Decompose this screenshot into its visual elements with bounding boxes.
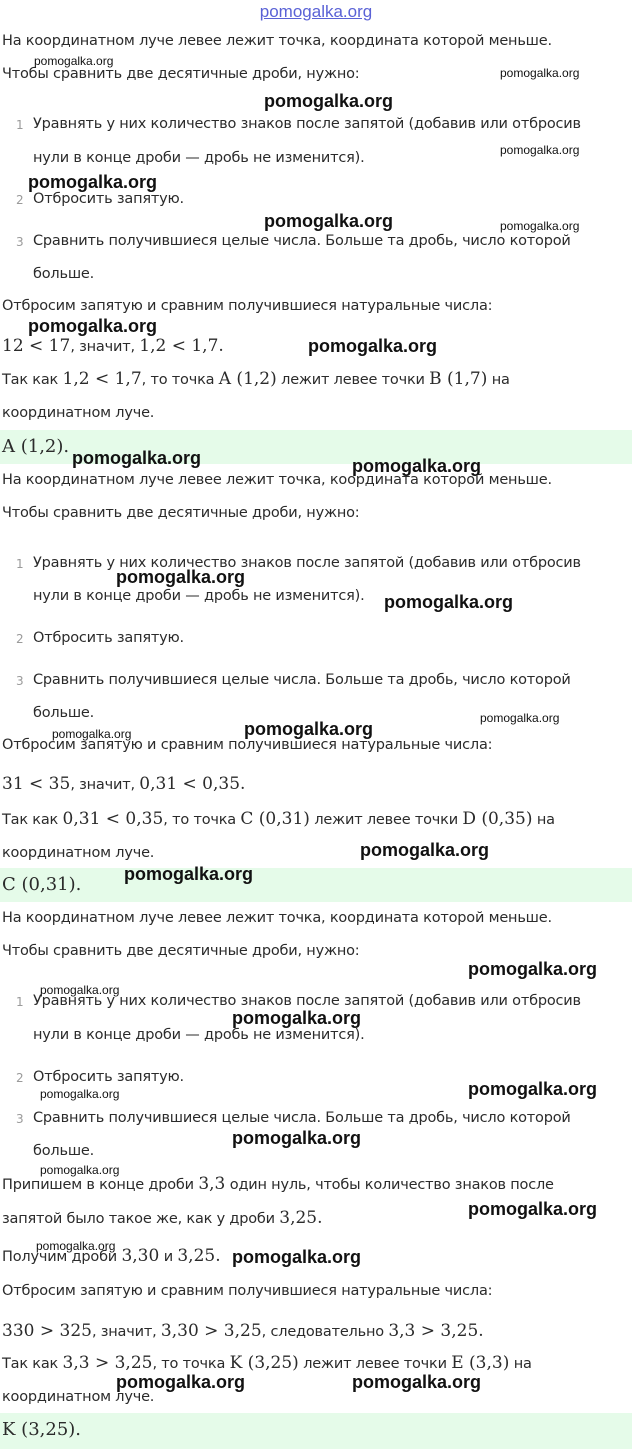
watermark-text: pomogalka.org [468,959,598,979]
append-zero-line: Припишем в конце дроби 3,3 один нуль, чтобы количество знаков после [2,1174,554,1194]
step-2-text: Отбросить запятую. [33,1069,184,1085]
answer-box [0,868,632,902]
watermark-text: pomogalka.org [40,983,120,997]
watermark-text: pomogalka.org [116,567,246,587]
step-number: 2 [16,632,24,646]
answer-box [0,1413,632,1449]
conclusion-line: Так как 0,31 < 0,35, то точка C (0,31) лежит левее точки D (0,35) на [2,809,555,829]
lead-text: На координатном луче левее лежит точка, координата которой меньше. [2,33,552,49]
watermark-text: pomogalka.org [500,143,580,157]
watermark-text: pomogalka.org [384,592,514,612]
step-number: 3 [16,1112,24,1126]
answer-text: A (1,2). [2,436,70,457]
how-text: Чтобы сравнить две десятичные дроби, нужно: [2,505,360,521]
step-number: 1 [16,118,24,132]
watermark-text: pomogalka.org [244,719,374,739]
step-1-line-b: нули в конце дроби — дробь не изменится). [33,1027,365,1043]
watermark-header-link[interactable]: pomogalka.org [259,2,373,21]
watermark-text: pomogalka.org [480,711,560,725]
lead-text: На координатном луче левее лежит точка, координата которой меньше. [2,910,552,926]
step-number: 3 [16,235,24,249]
answer-text: K (3,25). [2,1419,82,1440]
step-3-line-a: Сравнить получившиеся целые числа. Больше та дробь, число которой [33,233,571,249]
watermark-text: pomogalka.org [72,448,202,468]
how-text: Чтобы сравнить две десятичные дроби, нужно: [2,66,360,82]
watermark-text: pomogalka.org [264,91,394,111]
drop-comma-text: Отбросим запятую и сравним получившиеся натуральные числа: [2,298,493,314]
step-1-line-b: нули в конце дроби — дробь не изменится). [33,588,365,604]
watermark-text: pomogalka.org [232,1008,362,1028]
conclusion-line: Так как 1,2 < 1,7, то точка A (1,2) лежит левее точки B (1,7) на [2,369,510,389]
watermark-text: pomogalka.org [52,727,132,741]
conclusion-line-end: координатном луче. [2,845,155,861]
watermark-text: pomogalka.org [40,1087,120,1101]
step-1-line-a: Уравнять у них количество знаков после запятой (добавив или отбросив [33,116,581,132]
watermark-text: pomogalka.org [352,456,482,476]
lead-text: На координатном луче левее лежит точка, координата которой меньше. [2,472,552,488]
watermark-text: pomogalka.org [116,1372,246,1392]
step-1-line-a: Уравнять у них количество знаков после запятой (добавив или отбросив [33,993,581,1009]
watermark-text: pomogalka.org [34,54,114,68]
drop-comma-text: Отбросим запятую и сравним получившиеся натуральные числа: [2,1283,493,1299]
comparison-line: 31 < 35, значит, 0,31 < 0,35. [2,774,246,794]
step-1-line-b: нули в конце дроби — дробь не изменится). [33,150,365,166]
step-3-line-b: больше. [33,1143,95,1159]
conclusion-line-end: координатном луче. [2,1389,155,1405]
watermark-text: pomogalka.org [28,172,158,192]
got-fractions-line: Получим дроби 3,30 и 3,25. [2,1246,221,1266]
conclusion-line: Так как 3,3 > 3,25, то точка K (3,25) лежит левее точки E (3,3) на [2,1353,532,1373]
watermark-text: pomogalka.org [468,1199,598,1219]
watermark-text: pomogalka.org [124,864,254,884]
step-3-line-b: больше. [33,266,95,282]
step-number: 1 [16,995,24,1009]
how-text: Чтобы сравнить две десятичные дроби, нужно: [2,943,360,959]
answer-text: C (0,31). [2,874,82,895]
watermark-text: pomogalka.org [500,219,580,233]
watermark-text: pomogalka.org [40,1163,120,1177]
watermark-text: pomogalka.org [36,1239,116,1253]
step-number: 3 [16,674,24,688]
watermark-text: pomogalka.org [500,66,580,80]
step-2-text: Отбросить запятую. [33,191,184,207]
watermark-text: pomogalka.org [360,840,490,860]
append-zero-line-end: запятой было такое же, как у дроби 3,25. [2,1208,323,1228]
conclusion-line-end: координатном луче. [2,405,155,421]
drop-comma-text: Отбросим запятую и сравним получившиеся натуральные числа: [2,737,493,753]
watermark-text: pomogalka.org [468,1079,598,1099]
step-2-text: Отбросить запятую. [33,630,184,646]
watermark-text: pomogalka.org [264,211,394,231]
step-1-line-a: Уравнять у них количество знаков после запятой (добавив или отбросив [33,555,581,571]
watermark-text: pomogalka.org [352,1372,482,1392]
comparison-line: 12 < 17, значит, 1,2 < 1,7. [2,336,224,356]
watermark-text: pomogalka.org [232,1128,362,1148]
step-3-line-a: Сравнить получившиеся целые числа. Больше та дробь, число которой [33,1110,571,1126]
watermark-text: pomogalka.org [28,316,158,336]
watermark-text: pomogalka.org [308,336,438,356]
step-number: 2 [16,1071,24,1085]
step-number: 1 [16,557,24,571]
watermark-text: pomogalka.org [232,1247,362,1267]
step-3-line-b: больше. [33,705,95,721]
step-3-line-a: Сравнить получившиеся целые числа. Больше та дробь, число которой [33,672,571,688]
step-number: 2 [16,193,24,207]
comparison-line: 330 > 325, значит, 3,30 > 3,25, следовательно 3,3 > 3,25. [2,1321,484,1341]
